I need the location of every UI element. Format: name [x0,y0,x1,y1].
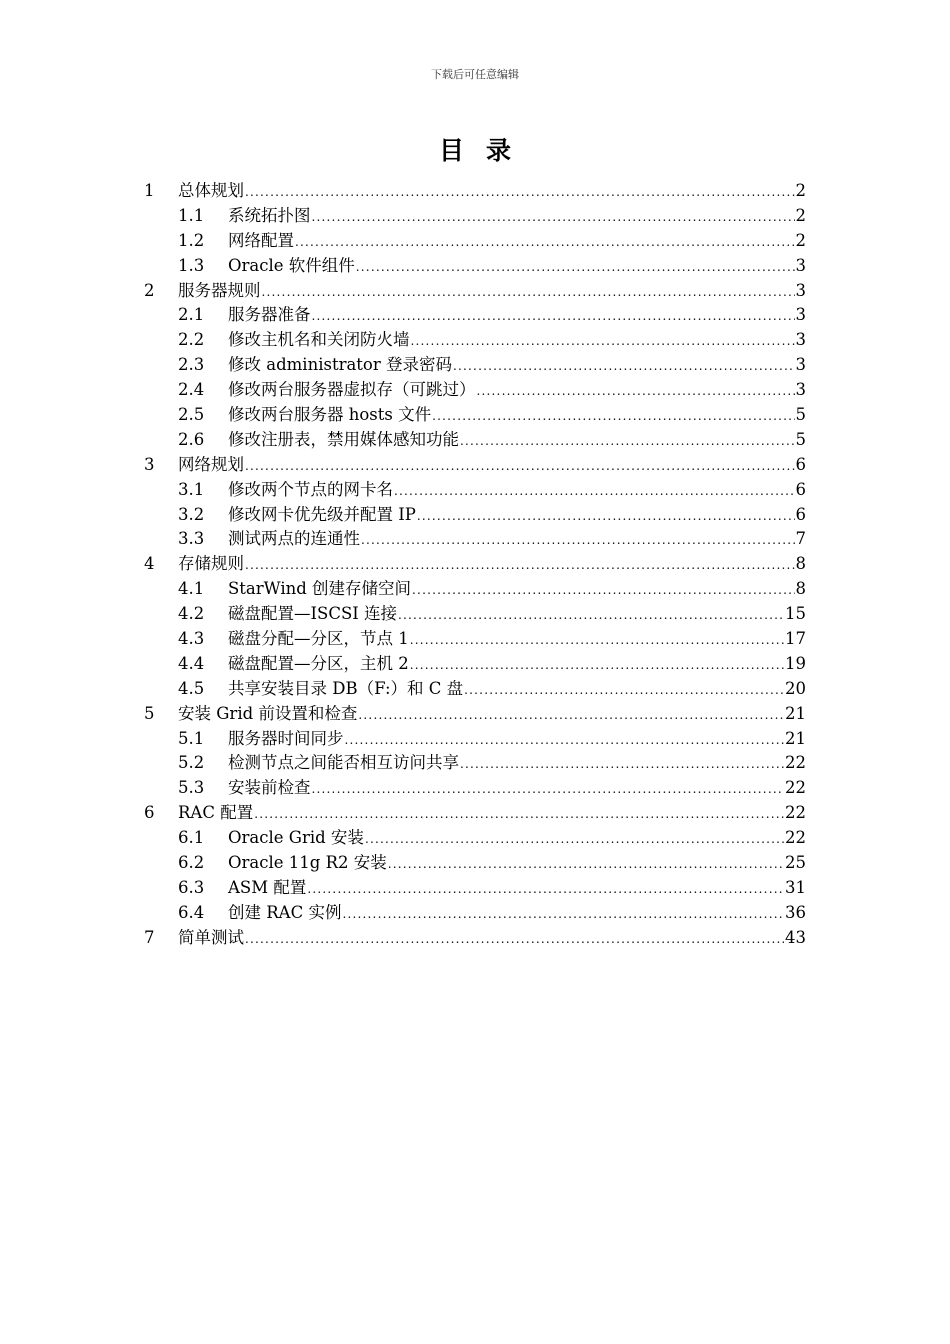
toc-entry[interactable] [144,328,806,353]
toc-entry-page: 2 [795,230,806,250]
toc-entry-page: 8 [795,554,806,574]
toc-entry[interactable] [144,204,806,229]
toc-entry-page: 6 [795,454,806,474]
toc-entry-title: 简单测试 [178,927,244,947]
toc-entry-number: 7 [144,927,155,947]
page-header: 下载后可任意编辑 [431,68,519,81]
toc-dot-leader [312,777,785,802]
toc-entry-title: 磁盘配置—分区，主机 2 [228,653,409,673]
toc-dot-leader [307,877,784,902]
toc-dot-leader [254,802,784,827]
toc-entry-title: 修改两台服务器虚拟存（可跳过） [228,380,476,400]
toc-entry-number: 3.2 [178,504,205,524]
toc-entry-page: 3 [795,330,806,350]
toc-entry-page: 3 [795,255,806,275]
toc-entry[interactable] [144,527,806,552]
toc-entry[interactable] [144,552,806,577]
toc-entry[interactable] [144,727,806,752]
toc-entry-title: 系统拓扑图 [228,205,311,225]
toc-entry[interactable] [144,876,806,901]
toc-entry[interactable] [144,826,806,851]
toc-entry-number: 2.3 [178,355,205,375]
toc-dot-leader [342,902,784,927]
toc-entry-page: 22 [785,778,806,798]
toc-entry-page: 2 [795,181,806,200]
toc-entry-page: 19 [785,653,806,673]
toc-dot-leader [453,354,795,379]
toc-entry-page: 43 [785,927,806,947]
toc-entry-number: 4.3 [178,629,205,649]
toc-entry-number: 3 [144,454,155,474]
toc-entry-page: 8 [795,579,806,599]
toc-dot-leader [262,280,795,305]
toc-entry-page: 6 [795,479,806,499]
toc-entry-number: 1 [144,181,155,200]
toc-entry-number: 5 [144,703,155,723]
toc-entry-page: 7 [795,529,806,549]
toc-dot-leader [245,180,795,205]
toc-entry-title: 磁盘配置—ISCSI 连接 [228,604,398,624]
toc-dot-leader [411,329,795,354]
toc-dot-leader [410,628,784,653]
table-of-contents [144,179,806,951]
toc-dot-leader [361,528,795,553]
toc-entry-title: ASM 配置 [228,877,307,897]
toc-entry-page: 5 [795,405,806,425]
toc-entry-title: 安装 Grid 前设置和检查 [178,703,358,723]
toc-dot-leader [394,479,795,504]
toc-entry-title: 网络规划 [178,454,244,474]
toc-entry-page: 2 [795,205,806,225]
toc-entry-number: 2.4 [178,380,205,400]
toc-entry-number: 1.1 [178,205,205,225]
toc-entry-number: 2.2 [178,330,205,350]
toc-entry-number: 6.4 [178,902,205,922]
toc-entry-title: 服务器时间同步 [228,728,344,748]
toc-entry-title: 服务器规则 [178,280,261,300]
toc-entry-number: 3.1 [178,479,205,499]
toc-entry[interactable] [144,702,806,727]
toc-entry-title: 共享安装目录 DB（F:）和 C 盘 [228,678,464,698]
toc-entry[interactable] [144,901,806,926]
toc-entry-page: 15 [785,604,806,624]
toc-entry-title: 磁盘分配—分区，节点 1 [228,629,409,649]
toc-entry[interactable] [144,303,806,328]
toc-entry[interactable] [144,428,806,453]
toc-dot-leader [295,230,795,255]
toc-dot-leader [388,852,784,877]
toc-entry[interactable] [144,577,806,602]
toc-entry[interactable] [144,627,806,652]
toc-entry-title: 修改 administrator 登录密码 [228,355,452,375]
toc-dot-leader [412,578,794,603]
toc-entry[interactable] [144,254,806,279]
toc-entry-title: 修改网卡优先级并配置 IP [228,504,416,524]
toc-dot-leader [312,205,795,230]
toc-entry-number: 3.3 [178,529,205,549]
toc-entry-number: 4.4 [178,653,205,673]
toc-entry-title: 修改主机名和关闭防火墙 [228,330,410,350]
toc-entry-number: 4.1 [178,579,205,599]
toc-entry[interactable] [144,229,806,254]
toc-entry-page: 20 [785,678,806,698]
toc-entry-number: 4.2 [178,604,205,624]
toc-entry-title: 总体规划 [178,181,244,200]
toc-entry-title: 修改注册表，禁用媒体感知功能 [228,429,459,449]
toc-dot-leader [460,429,795,454]
toc-entry-number: 2 [144,280,155,300]
toc-entry[interactable] [144,403,806,428]
toc-dot-leader [477,379,795,404]
toc-entry-number: 4 [144,554,155,574]
toc-entry[interactable] [144,179,806,204]
toc-entry-number: 5.2 [178,753,205,773]
toc-dot-leader [410,653,784,678]
toc-entry[interactable] [144,378,806,403]
toc-entry-title: StarWind 创建存储空间 [228,579,412,599]
toc-entry[interactable] [144,926,806,951]
toc-entry[interactable] [144,801,806,826]
toc-dot-leader [365,827,784,852]
toc-dot-leader [245,927,784,952]
toc-entry-page: 6 [795,504,806,524]
toc-entry-number: 1.2 [178,230,205,250]
toc-entry-page: 25 [785,853,806,873]
toc-entry-title: 安装前检查 [228,778,311,798]
toc-entry-page: 3 [795,305,806,325]
toc-entry-number: 6.2 [178,853,205,873]
toc-entry[interactable] [144,503,806,528]
toc-entry-number: 1.3 [178,255,205,275]
toc-entry[interactable] [144,353,806,378]
toc-entry-number: 4.5 [178,678,205,698]
toc-dot-leader [245,553,795,578]
toc-entry-page: 22 [785,803,806,823]
toc-entry[interactable] [144,851,806,876]
toc-entry-number: 2.1 [178,305,205,325]
toc-dot-leader [345,728,785,753]
toc-dot-leader [464,678,784,703]
toc-entry-page: 3 [795,280,806,300]
toc-entry-page: 22 [785,753,806,773]
toc-entry-title: Oracle 软件组件 [228,255,355,275]
toc-dot-leader [245,454,795,479]
toc-entry[interactable] [144,652,806,677]
toc-entry-title: Oracle Grid 安装 [228,828,364,848]
toc-entry-page: 31 [785,877,806,897]
toc-entry-page: 3 [795,380,806,400]
toc-dot-leader [356,255,795,280]
toc-entry[interactable] [144,279,806,304]
toc-dot-leader [398,603,784,628]
toc-dot-leader [417,504,795,529]
toc-entry[interactable] [144,776,806,801]
toc-entry-page: 21 [785,728,806,748]
toc-entry-page: 36 [785,902,806,922]
toc-title: 目录 [438,136,533,165]
toc-entry-number: 2.5 [178,405,205,425]
toc-dot-leader [358,703,784,728]
toc-entry-number: 6.1 [178,828,205,848]
toc-entry-number: 5.1 [178,728,205,748]
toc-entry-page: 22 [785,828,806,848]
toc-entry-title: 网络配置 [228,230,294,250]
toc-entry-page: 21 [785,703,806,723]
toc-entry-title: 检测节点之间能否相互访问共享 [228,753,459,773]
toc-entry[interactable] [144,478,806,503]
toc-entry-number: 5.3 [178,778,205,798]
toc-entry-title: RAC 配置 [178,803,254,823]
toc-entry-number: 6.3 [178,877,205,897]
toc-entry-title: Oracle 11g R2 安装 [228,853,387,873]
toc-entry-number: 2.6 [178,429,205,449]
toc-dot-leader [312,304,795,329]
toc-entry-number: 6 [144,803,155,823]
toc-dot-leader [460,752,784,777]
toc-entry-title: 创建 RAC 实例 [228,902,342,922]
toc-entry-title: 测试两点的连通性 [228,529,360,549]
toc-entry-title: 存储规则 [178,554,244,574]
toc-dot-leader [432,404,794,429]
toc-entry-title: 服务器准备 [228,305,311,325]
toc-entry[interactable] [144,751,806,776]
toc-entry[interactable] [144,677,806,702]
toc-entry[interactable] [144,602,806,627]
toc-entry-page: 3 [795,355,806,375]
toc-entry-page: 5 [795,429,806,449]
toc-entry-title: 修改两台服务器 hosts 文件 [228,405,432,425]
toc-entry-title: 修改两个节点的网卡名 [228,479,393,499]
toc-entry[interactable] [144,453,806,478]
toc-entry-page: 17 [785,629,806,649]
